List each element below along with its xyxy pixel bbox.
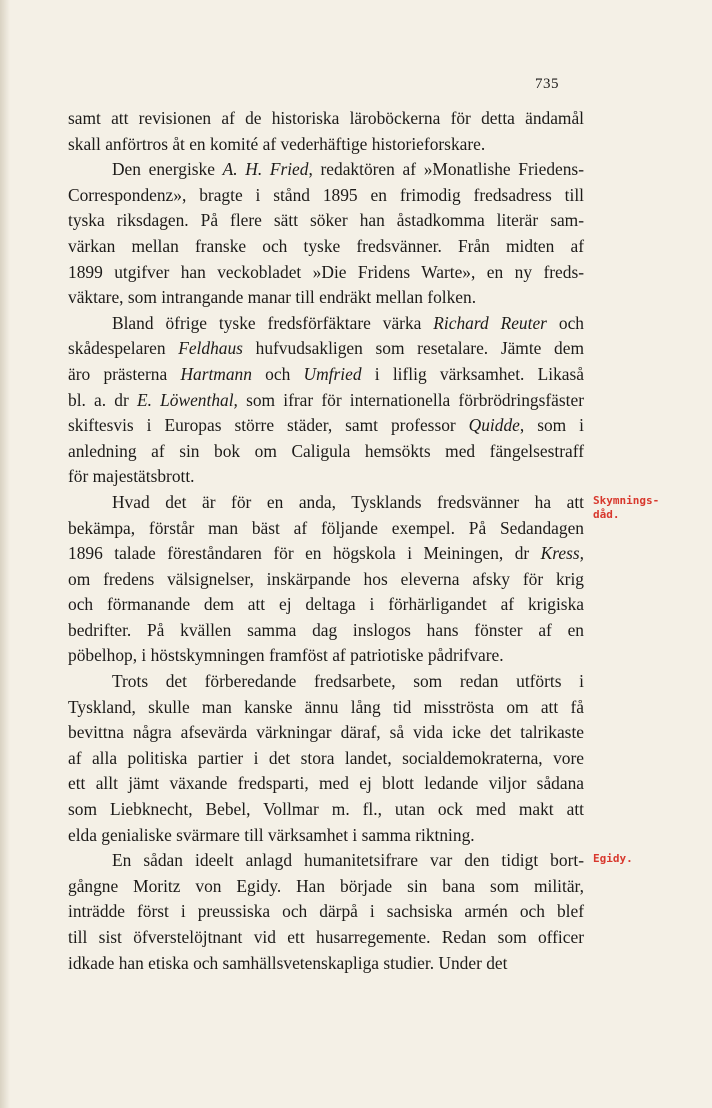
italic-name: Umfried: [303, 363, 362, 384]
page-gutter-shadow: [0, 0, 10, 1108]
text-line: samt att revisionen af de historiska läroböckerna för detta ändamål: [68, 108, 584, 128]
italic-name: A. H. Fried: [222, 159, 309, 180]
text-line: Hvad det är för en anda, Tysklands fredsvänner ha att: [112, 491, 584, 512]
italic-name: Hartmann: [180, 363, 252, 384]
text-line: [68, 388, 584, 414]
text-line: bekämpa, förstår man bäst af följande exempel. På Sedandagen: [68, 517, 584, 538]
text-run: , som i: [519, 415, 584, 436]
text-line: [68, 362, 584, 388]
text-run: som ifrar för internationella förbrödringsfäster: [237, 389, 584, 410]
page-number: 735: [535, 76, 559, 92]
italic-name: Kress,: [540, 543, 584, 564]
text-line: skall anförtros åt en komité af vederhäftige historieforskare.: [68, 133, 486, 154]
text-line: Correspondenz», bragte i stånd 1895 en frimodig fredsadress till: [68, 184, 584, 205]
margin-note-skymningsdad: [593, 494, 659, 522]
text-run: äro prästerna: [68, 363, 181, 384]
text-line: inträdde först i preussiska och därpå i sachsiska armén och blef: [68, 901, 584, 922]
text-line: Trots det förberedande fredsarbete, som redan utförts i: [112, 671, 584, 692]
text-run: Den energiske: [112, 159, 223, 180]
paragraph: [68, 490, 584, 669]
text-line: för majestätsbrott.: [68, 466, 195, 487]
text-run: och: [251, 363, 304, 384]
italic-name: E. Löwenthal,: [136, 389, 238, 410]
text-run: skådespelaren: [68, 338, 179, 359]
body-text: [68, 106, 584, 976]
text-run: 1896 talade föreståndaren för en högskola i Meiningen, dr: [68, 543, 541, 564]
text-line: till sist öfverstelöjtnant vid ett husarregemente. Redan som officer: [68, 927, 584, 947]
text-line: [68, 311, 584, 337]
text-line: [68, 157, 584, 183]
text-line: tyska riksdagen. På flere sätt söker han åstadkomma literär sam-: [68, 210, 584, 231]
text-line: gångne Moritz von Egidy. Han började sin bana som militär,: [68, 875, 584, 896]
paragraph: [68, 669, 584, 848]
margin-note-egidy: [593, 852, 633, 866]
text-line: bevittna några afsevärda värkningar däraf, så vida icke det talrikaste: [68, 722, 584, 743]
text-line: 1899 utgifver han veckobladet »Die Fridens Warte», en ny freds-: [68, 261, 584, 282]
text-line: elda genialiske svärmare till värksamhet i samma riktning.: [68, 824, 475, 845]
text-line: Tyskland, skulle man kanske ännu lång tid misströsta om att få: [68, 696, 584, 717]
text-run: bl. a. dr: [68, 389, 137, 410]
text-line: En sådan ideelt anlagd humanitetsifrare var den tidigt bort-: [112, 850, 584, 871]
italic-name: Quidde: [468, 415, 520, 436]
text-line: om fredens välsignelser, inskärpande hos eleverna afsky för krig: [68, 568, 584, 589]
text-run: Bland öfrige tyske fredsförfäktare värka: [112, 312, 434, 333]
text-run: skiftesvis i Europas större städer, samt professor: [68, 415, 469, 436]
text-run: i liflig värksamhet. Likaså: [361, 363, 584, 384]
text-line: ett allt jämt växande fredsparti, med ej blott ledande viljor sådana: [68, 773, 584, 794]
paragraph: [68, 848, 584, 976]
text-line: af alla politiska partier i det stora landet, socialdemokraterna, vore: [68, 747, 584, 768]
paragraph: [68, 106, 584, 157]
paragraph: [68, 157, 584, 311]
text-run: och: [546, 312, 584, 333]
text-line: väktare, som intrangande manar till endräkt mellan folken.: [68, 287, 477, 308]
text-line: idkade han etiska och samhällsvetenskapliga studier. Under det: [68, 952, 508, 973]
text-run: hufvudsakligen som resetalare. Jämte dem: [242, 338, 584, 359]
margin-note-line: Egidy.: [593, 852, 633, 865]
margin-note-line: Skymnings-: [593, 494, 660, 507]
text-line: [68, 541, 584, 567]
text-line: pöbelhop, i höstskymningen framföst af patriotiske pådrifvare.: [68, 645, 504, 666]
text-line: som Liebknecht, Bebel, Vollmar m. fl., utan ock med makt att: [68, 799, 584, 820]
paragraph: [68, 311, 584, 490]
text-run: , redaktören af »Monatlishe Friedens-: [308, 159, 584, 180]
italic-name: Feldhaus: [178, 338, 243, 359]
text-line: värkan mellan franske och tyske fredsvänner. Från midten af: [68, 235, 584, 256]
text-line: och förmanande dem att ej deltaga i förhärligandet af krigiska: [68, 594, 584, 615]
text-line: [68, 336, 584, 362]
text-line: bedrifter. På kvällen samma dag inslogos hans fönster af en: [68, 619, 584, 640]
italic-name: Richard Reuter: [433, 312, 547, 333]
text-line: [68, 413, 584, 439]
margin-note-line: dåd.: [593, 508, 620, 521]
text-line: anledning af sin bok om Caligula hemsökts med fängelsestraff: [68, 440, 584, 461]
